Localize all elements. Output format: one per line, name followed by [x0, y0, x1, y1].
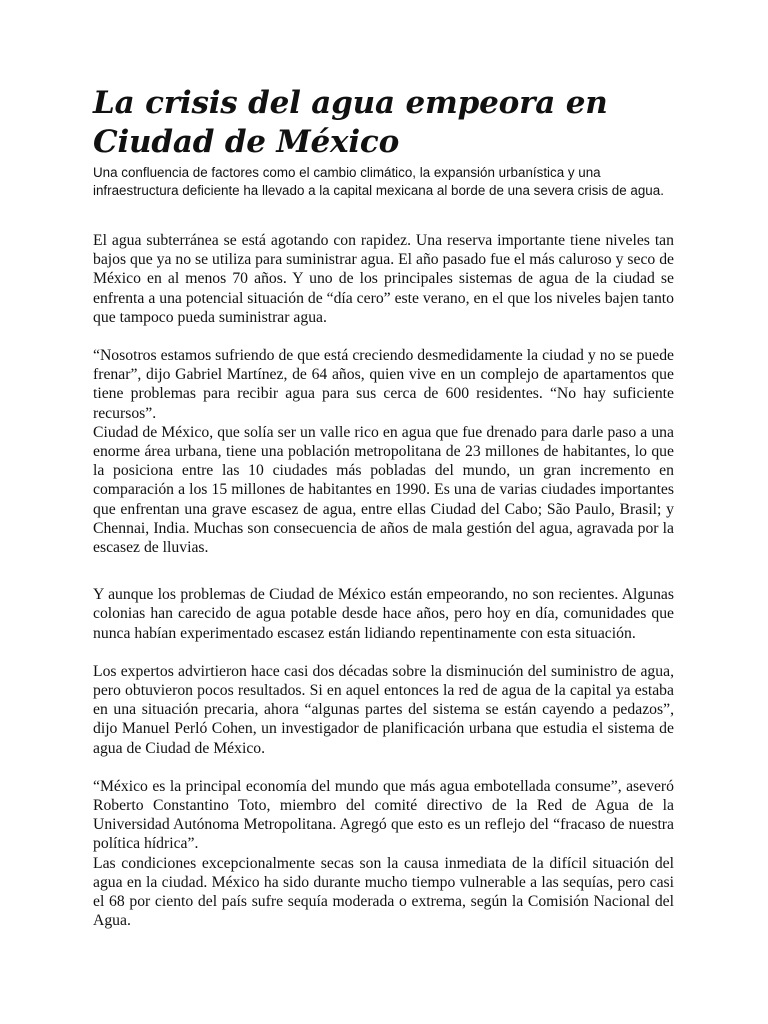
article-paragraph: Y aunque los problemas de Ciudad de México están empeorando, no son recientes. Algunas colonias han carecido de agua potable desde hace años, pero hoy en día, comunidades que nunca habían experimentado escasez están lidiando repentinamente con esta situación.: [93, 586, 674, 642]
article-paragraph: Ciudad de México, que solía ser un valle rico en agua que fue drenado para darle paso a una enorme área urbana, tiene una población metropolitana de 23 millones de habitantes, lo que la posiciona entre las 10 ciudades más pobladas del mundo, un gran incremento en comparación a los 15 millones de habitantes en 1990. Es una de varias ciudades importantes que enfrentan una grave escasez de agua, entre ellas Ciudad del Cabo; São Paulo, Brasil; y Chennai, India. Muchas son consecuencia de años de mala gestión del agua, agravada por la escasez de lluvias.: [93, 423, 674, 557]
article-subtitle: Una confluencia de factores como el cambio climático, la expansión urbanística y una infraestructura deficiente ha llevado a la capital mexicana al borde de una severa crisis de agua.: [93, 165, 664, 198]
article-body: [93, 231, 674, 931]
article-paragraph: El agua subterránea se está agotando con rapidez. Una reserva importante tiene niveles tan bajos que ya no se utiliza para suministrar agua. El año pasado fue el más caluroso y seco de México en al menos 70 años. Y uno de los principales sistemas de agua de la ciudad se enfrenta a una potencial situación de “día cero” este verano, en el que los niveles bajen tanto que tampoco pueda suministrar agua.: [93, 232, 674, 326]
article-paragraph: “México es la principal economía del mundo que más agua embotellada consume”, aseveró Roberto Constantino Toto, miembro del comité directivo de la Red de Agua de la Universidad Autónoma Metropolitana. Agregó que esto es un reflejo del “fracaso de nuestra política hídrica”.: [93, 777, 674, 853]
article-title: La crisis del agua empeora en Ciudad de México: [93, 85, 608, 160]
document-page: [93, 84, 674, 931]
article-paragraph: “Nosotros estamos sufriendo de que está creciendo desmedidamente la ciudad y no se puede frenar”, dijo Gabriel Martínez, de 64 años, quien vive en un complejo de apartamentos que tiene problemas para recibir agua para sus cerca de 600 residentes. “No hay suficiente recursos”.: [93, 347, 674, 422]
article-paragraph: Las condiciones excepcionalmente secas son la causa inmediata de la difícil situación del agua en la ciudad. México ha sido durante mucho tiempo vulnerable a las sequías, pero casi el 68 por ciento del país sufre sequía moderada o extrema, según la Comisión Nacional del Agua.: [93, 854, 674, 930]
article-paragraph: Los expertos advirtieron hace casi dos décadas sobre la disminución del suministro de agua, pero obtuvieron pocos resultados. Si en aquel entonces la red de agua de la capital ya estaba en una situación precaria, ahora “algunas partes del sistema se están cayendo a pedazos”, dijo Manuel Perló Cohen, un investigador de planificación urbana que estudia el sistema de agua de Ciudad de México.: [93, 662, 674, 757]
